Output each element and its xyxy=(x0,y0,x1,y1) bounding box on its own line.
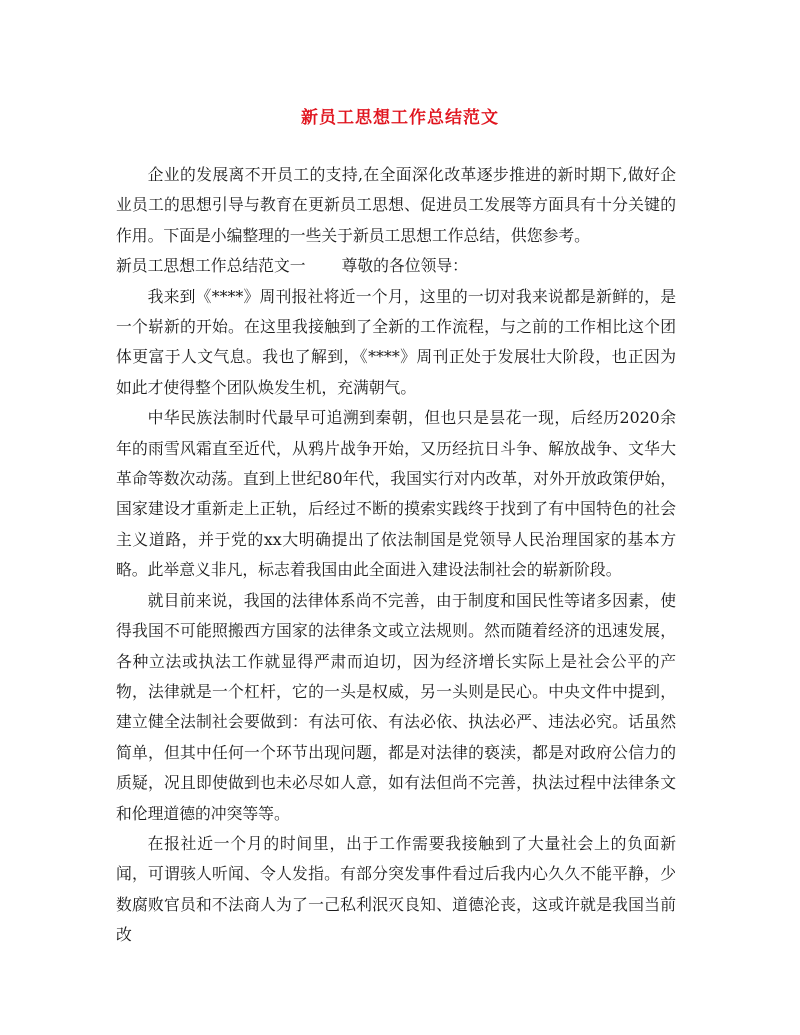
section-heading: 新员工思想工作总结范文一 xyxy=(116,256,306,276)
document-title: 新员工思想工作总结范文 xyxy=(301,108,499,128)
body-paragraph-1: 我来到《****》周刊报社将近一个月，这里的一切对我来说都是新鲜的，是一个崭新的开始。在这里我接触到了全新的工作流程，与之前的工作相比这个团体更富于人文气息。我也了解到，《****》周刊正处于发展壮大阶段，也正因为如此才使得整个团队焕发生机，充满朝气。 xyxy=(116,286,676,397)
section-heading-line xyxy=(116,251,676,281)
body-paragraph-2: 中华民族法制时代最早可追溯到秦朝，但也只是昙花一现，后经历2020余年的雨雪风霜直至近代，从鸦片战争开始，又历经抗日斗争、解放战争、文华大革命等数次动荡。直到上世纪80年代，我国实行对内改革，对外开放政策伊始，国家建设才重新走上正轨，后经过不断的摸索实践终于找到了有中国特色的社会主义道路，并于党的xx大明确提出了依法制国是党领导人民治理国家的基本方略。此举意义非凡，标志着我国由此全面进入建设法制社会的崭新阶段。 xyxy=(116,408,676,580)
body-paragraph-3: 就目前来说，我国的法律体系尚不完善，由于制度和国民性等诸多因素，使得我国不可能照搬西方国家的法律条文或立法规则。然而随着经济的迅速发展，各种立法或执法工作就显得严肃而迫切，因为经济增长实际上是社会公平的产物，法律就是一个杠杆，它的一头是权威，另一头则是民心。中央文件中提到，建立健全法制社会要做到：有法可依、有法必依、执法必严、违法必究。话虽然简单，但其中任何一个环节出现问题，都是对法律的亵渎，都是对政府公信力的质疑，况且即使做到也未必尽如人意，如有法但尚不完善，执法过程中法律条文和伦理道德的冲突等等。 xyxy=(116,590,676,823)
intro-paragraph: 企业的发展离不开员工的支持,在全面深化改革逐步推进的新时期下,做好企业员工的思想引导与教育在更新员工思想、促进员工发展等方面具有十分关键的作用。下面是小编整理的一些关于新员工思想工作总结，供您参考。 xyxy=(116,165,676,245)
document-body xyxy=(116,160,676,951)
salutation: 尊敬的各位领导： xyxy=(341,256,468,276)
body-paragraph-4: 在报社近一个月的时间里，出于工作需要我接触到了大量社会上的负面新闻，可谓骇人听闻、令人发指。有部分突发事件看过后我内心久久不能平静，少数腐败官员和不法商人为了一己私利泯灭良知、道德沦丧，这或许就是我国当前改 xyxy=(116,833,676,945)
